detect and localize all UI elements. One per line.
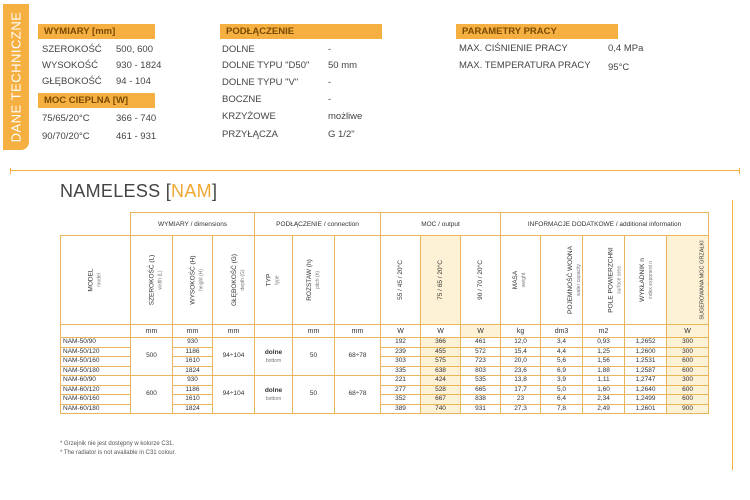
column-header-row: [61, 236, 709, 325]
cell-p2: 455: [421, 347, 461, 357]
cell-mass: 27,3: [501, 404, 541, 414]
cell-water: 3,4: [541, 338, 583, 348]
heat-header: MOC CIEPLNA [W]: [38, 93, 155, 108]
heat-value: 366 - 740: [116, 113, 157, 124]
cell-mass: 20,0: [501, 357, 541, 367]
cell-p1: 221: [381, 376, 421, 386]
cell-water: 6,9: [541, 366, 583, 376]
cell-surface: 0,93: [583, 338, 625, 348]
note-pl: * Grzejnik nie jest dostępny w kolorze C31.: [60, 441, 175, 447]
col-mass: MASA weight: [501, 236, 541, 325]
cell-mass: 15,4: [501, 347, 541, 357]
conn-label: KRZYŻOWE: [222, 111, 276, 122]
conn-value: możliwe: [328, 111, 363, 122]
conn-value: -: [328, 77, 332, 88]
cell-heat: 300: [667, 376, 709, 386]
cell-p1: 239: [381, 347, 421, 357]
cell-type: [255, 376, 293, 414]
cell-heat: 300: [667, 338, 709, 348]
work-label: MAX. TEMPERATURA PRACY: [459, 60, 591, 71]
conn-label: PRZYŁĄCZA: [222, 129, 278, 140]
cell-model: NAM-50/160: [61, 357, 131, 367]
conn-value: -: [328, 94, 332, 105]
spec-table: [60, 212, 709, 414]
cell-heat: 300: [667, 347, 709, 357]
units-row: [61, 325, 709, 338]
cell-height: 1186: [173, 385, 213, 395]
work-label: MAX. CIŚNIENIE PRACY: [459, 43, 568, 54]
section-divider: [10, 170, 740, 171]
page-title: NAMELESS [NAM]: [60, 181, 218, 201]
cell-p2: 740: [421, 404, 461, 414]
cell-exp: 1,2587: [625, 366, 667, 376]
dim-label: SZEROKOŚĆ: [42, 44, 102, 55]
right-border-line: [732, 200, 733, 470]
cell-water: 5,6: [541, 357, 583, 367]
unit-cell: [625, 325, 667, 338]
group-dims: WYMIARY / dimensions: [131, 213, 255, 236]
col-spacing: ROZSTAW (h) pitch (h): [293, 236, 335, 325]
cell-mass: 13,8: [501, 376, 541, 386]
type-value: dolne: [264, 349, 283, 357]
col-type: TYP type: [255, 236, 293, 325]
unit-cell: W: [381, 325, 421, 338]
dim-value: 500, 600: [116, 44, 153, 55]
heat-label: 75/65/20°C: [42, 113, 90, 124]
cell-spacing: 50: [293, 338, 335, 376]
cell-heat: 600: [667, 385, 709, 395]
cell-exp: 1,2499: [625, 395, 667, 405]
type-value-en: bottom: [265, 395, 282, 402]
cell-p3: 665: [461, 385, 501, 395]
unit-cell: kg: [501, 325, 541, 338]
col-p2: 75 / 65 / 20°C: [421, 236, 461, 325]
cell-p1: 335: [381, 366, 421, 376]
cell-p3: 838: [461, 395, 501, 405]
col-model: MODEL model: [61, 236, 131, 325]
col-p3: 90 / 70 / 20°C: [461, 236, 501, 325]
cell-p3: 803: [461, 366, 501, 376]
cell-surface: 1,60: [583, 385, 625, 395]
cell-p3: 931: [461, 404, 501, 414]
group-conn: PODŁĄCZENIE / connection: [255, 213, 381, 236]
group-info: INFORMACJE DODATKOWE / additional information: [501, 213, 709, 236]
cell-model: NAM-60/120: [61, 385, 131, 395]
dim-value: 930 - 1824: [116, 60, 162, 71]
cell-water: 3,9: [541, 376, 583, 386]
unit-cell: W: [461, 325, 501, 338]
cell-height: 1824: [173, 366, 213, 376]
cell-depth: 94÷104: [213, 338, 255, 376]
cell-model: NAM-60/180: [61, 404, 131, 414]
work-value: 95°C: [608, 62, 630, 73]
cell-surface: 1,88: [583, 366, 625, 376]
table-row: [61, 338, 709, 348]
cell-p3: 572: [461, 347, 501, 357]
col-wall: [335, 236, 381, 325]
cell-p2: 575: [421, 357, 461, 367]
cell-surface: 2,34: [583, 395, 625, 405]
cell-exp: 1,2747: [625, 376, 667, 386]
cell-surface: 1,11: [583, 376, 625, 386]
cell-exp: 1,2640: [625, 385, 667, 395]
cell-depth: 94÷104: [213, 376, 255, 414]
cell-height: 1186: [173, 347, 213, 357]
unit-cell: mm: [173, 325, 213, 338]
cell-heat: 600: [667, 395, 709, 405]
cell-exp: 1,2601: [625, 404, 667, 414]
cell-p2: 638: [421, 366, 461, 376]
type-value-en: bottom: [265, 357, 282, 364]
cell-model: NAM-60/90: [61, 376, 131, 386]
conn-value: -: [328, 44, 332, 55]
cell-heat: 600: [667, 366, 709, 376]
unit-cell: mm: [213, 325, 255, 338]
cell-height: 930: [173, 338, 213, 348]
work-value: 0,4 MPa: [608, 43, 644, 54]
dim-value: 94 - 104: [116, 76, 151, 87]
col-p1: 55 / 45 / 20°C: [381, 236, 421, 325]
cell-surface: 1,25: [583, 347, 625, 357]
col-exp: WYKŁADNIK n index exponent n: [625, 236, 667, 325]
unit-cell: W: [421, 325, 461, 338]
cell-model: NAM-50/180: [61, 366, 131, 376]
cell-height: 1610: [173, 395, 213, 405]
cell-model: NAM-50/120: [61, 347, 131, 357]
type-value: dolne: [264, 387, 283, 395]
conn-label: BOCZNE: [222, 94, 262, 105]
conn-value: 50 mm: [328, 60, 358, 71]
group-header-row: [61, 213, 709, 236]
group-power: MOC / output: [381, 213, 501, 236]
col-surface: POLE POWIERZCHNI surface area: [583, 236, 625, 325]
dim-label: GŁĘBOKOŚĆ: [42, 76, 102, 87]
cell-p3: 461: [461, 338, 501, 348]
work-header: PARAMETRY PRACY: [456, 24, 618, 39]
cell-p3: 723: [461, 357, 501, 367]
heat-value: 461 - 931: [116, 131, 157, 142]
cell-p1: 389: [381, 404, 421, 414]
cell-height: 1824: [173, 404, 213, 414]
cell-exp: 1,2652: [625, 338, 667, 348]
cell-exp: 1,2531: [625, 357, 667, 367]
heat-label: 90/70/20°C: [42, 131, 90, 142]
cell-p1: 192: [381, 338, 421, 348]
cell-type: [255, 338, 293, 376]
dim-label: WYSOKOŚĆ: [42, 60, 98, 71]
cell-height: 930: [173, 376, 213, 386]
units-spacer: [61, 325, 131, 338]
conn-label: DOLNE TYPU "V": [222, 77, 299, 88]
unit-cell: m2: [583, 325, 625, 338]
cell-surface: 1,56: [583, 357, 625, 367]
unit-cell: W: [667, 325, 709, 338]
note-en: * The radiator is not available in C31 colour.: [60, 450, 176, 456]
cell-model: NAM-60/160: [61, 395, 131, 405]
cell-water: 7,8: [541, 404, 583, 414]
cell-water: 5,0: [541, 385, 583, 395]
col-heat: SUGEROWANA MOC GRZAŁKI: [667, 236, 709, 325]
side-tab: DANE TECHNICZNE: [3, 4, 29, 150]
cell-mass: 17,7: [501, 385, 541, 395]
cell-p1: 352: [381, 395, 421, 405]
cell-p1: 303: [381, 357, 421, 367]
table-row: [61, 376, 709, 386]
unit-cell: mm: [131, 325, 173, 338]
cell-surface: 2,49: [583, 404, 625, 414]
cell-heat: 600: [667, 357, 709, 367]
cell-mass: 12,0: [501, 338, 541, 348]
dims-header: WYMIARY [mm]: [38, 24, 155, 39]
conn-label: DOLNE TYPU "D50": [222, 60, 310, 71]
col-water: POJEMNOŚĆ WODNA water capacity: [541, 236, 583, 325]
col-width: SZEROKOŚĆ (L) width (L): [131, 236, 173, 325]
cell-p2: 528: [421, 385, 461, 395]
cell-heat: 900: [667, 404, 709, 414]
cell-model: NAM-50/90: [61, 338, 131, 348]
cell-spacing: 50: [293, 376, 335, 414]
cell-wall: 68÷78: [335, 376, 381, 414]
conn-value: G 1/2": [328, 129, 355, 140]
cell-p3: 535: [461, 376, 501, 386]
cell-exp: 1,2600: [625, 347, 667, 357]
cell-mass: 23: [501, 395, 541, 405]
unit-cell: mm: [293, 325, 335, 338]
cell-width: 500: [131, 338, 173, 376]
cell-mass: 23,6: [501, 366, 541, 376]
unit-cell: [255, 325, 293, 338]
conn-label: DOLNE: [222, 44, 255, 55]
cell-p2: 366: [421, 338, 461, 348]
cell-p1: 277: [381, 385, 421, 395]
col-height: WYSOKOŚĆ (H) height (H): [173, 236, 213, 325]
unit-cell: mm: [335, 325, 381, 338]
col-depth: GŁĘBOKOŚĆ (G) depth (G): [213, 236, 255, 325]
cell-p2: 424: [421, 376, 461, 386]
connection-header: PODŁĄCZENIE: [220, 24, 382, 39]
cell-water: 4,4: [541, 347, 583, 357]
unit-cell: dm3: [541, 325, 583, 338]
cell-water: 6,4: [541, 395, 583, 405]
cell-wall: 68÷78: [335, 338, 381, 376]
cell-p2: 667: [421, 395, 461, 405]
cell-width: 600: [131, 376, 173, 414]
cell-height: 1610: [173, 357, 213, 367]
